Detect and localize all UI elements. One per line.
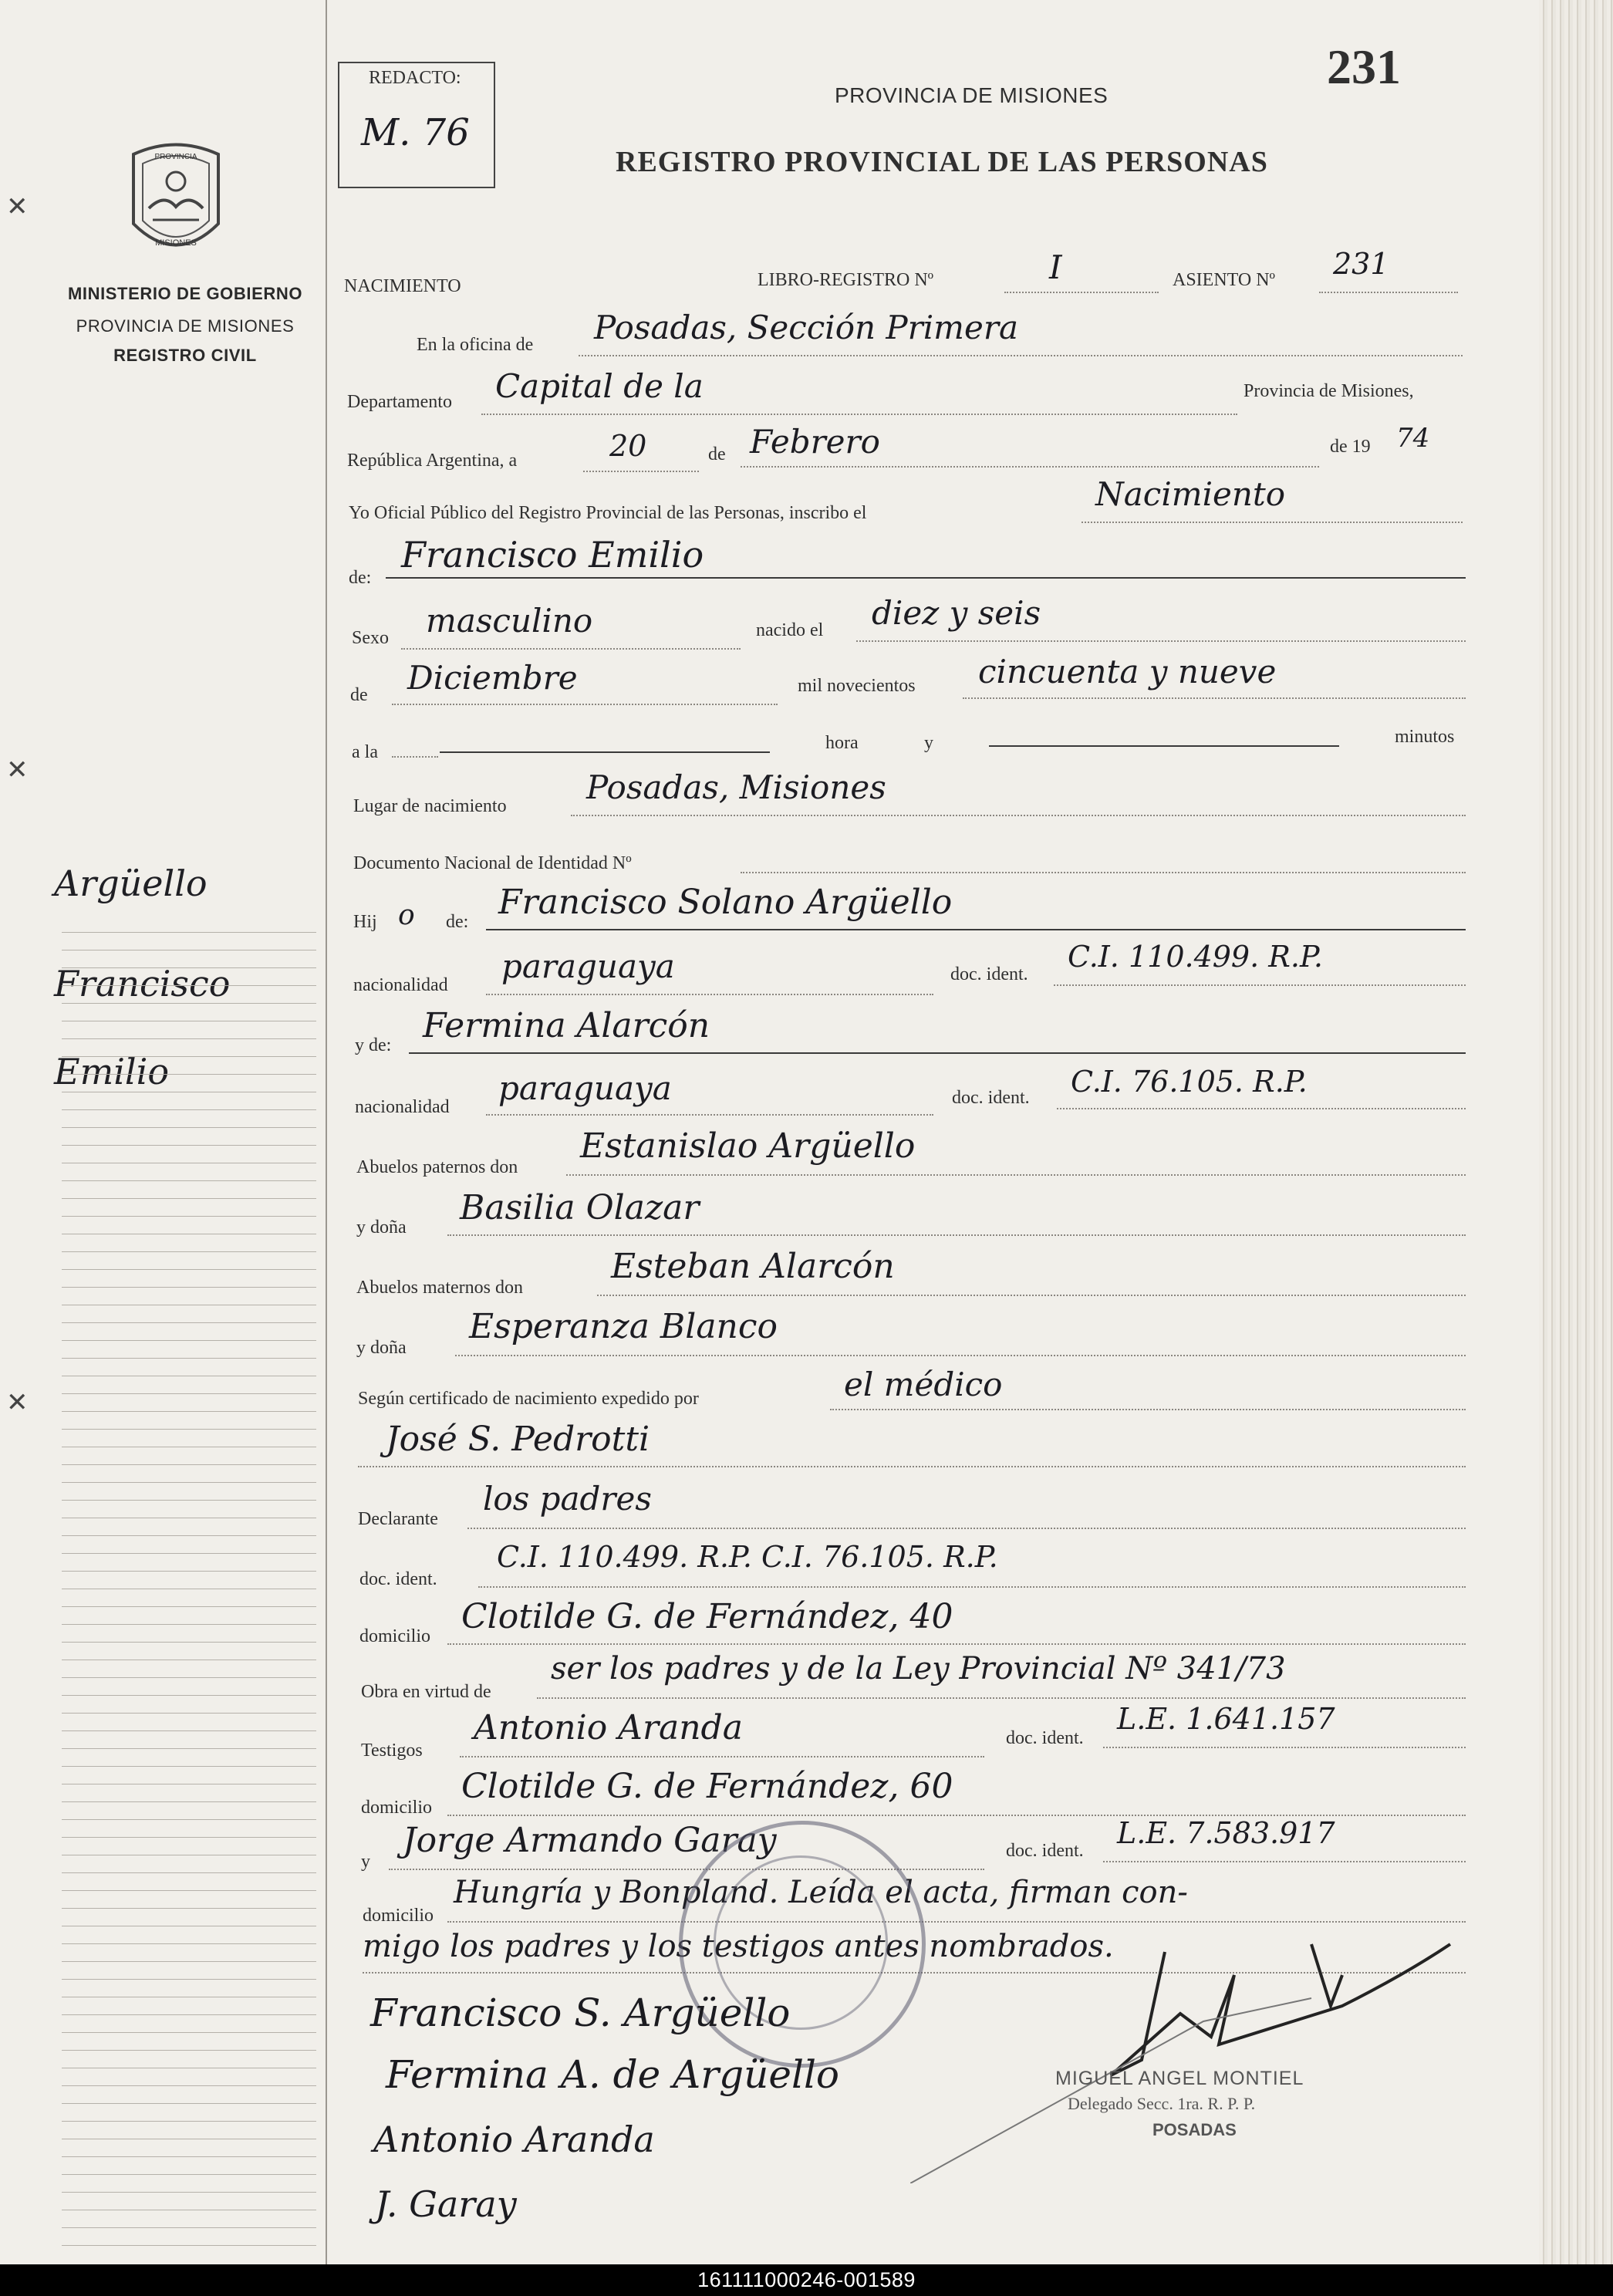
margin-ruled-line [62,1695,316,1696]
redacto-value: M. 76 [361,111,470,154]
binding-stitch-icon: ✕ [6,755,29,785]
margin-ruled-line [62,967,316,968]
official-signature-icon [910,1929,1466,2183]
abuelo-materno-line [597,1295,1466,1296]
binding-stitch-icon: ✕ [6,191,29,222]
dni-label: Documento Nacional de Identidad Nº [353,853,632,873]
margin-ruled-line [62,1340,316,1341]
libro-line [1004,292,1159,293]
ministry-heading: MINISTERIO DE GOBIERNO [67,284,303,303]
official-title: Delegado Secc. 1ra. R. P. P. [1068,2094,1256,2113]
declarante-label: Declarante [358,1509,438,1529]
margin-ruled-line [62,1961,316,1962]
doc-madre-value: C.I. 76.105. R.P. [1071,1065,1308,1099]
seal-top-text: PROVINCIA [154,153,197,161]
margin-ruled-line [62,985,316,986]
margin-ruled-line [62,1642,316,1643]
oficina-line [579,355,1463,356]
margin-ruled-line [62,1180,316,1181]
margin-ruled-line [62,1571,316,1572]
y-dona-paterna-label: y doña [356,1217,407,1237]
signature-father: Francisco S. Argüello [370,1990,791,2035]
nacido-value: diez y seis [872,594,1041,632]
anio-value: 74 [1396,423,1430,454]
domicilio-line [447,1643,1466,1645]
domicilio-label: domicilio [359,1626,430,1646]
hijo-suffix: o [398,900,415,931]
margin-ruled-line [62,2121,316,2122]
nacido-label: nacido el [756,620,824,640]
margin-ruled-line [62,2192,316,2193]
doc-padre-line [1054,984,1466,986]
margin-ruled-line [62,2156,316,2157]
margin-ruled-line [62,2050,316,2051]
page-edge-stack [1539,0,1613,2264]
segun-certificado-value: el médico [844,1366,1003,1403]
margin-ruled-line [62,1943,316,1944]
de-mes-label: de [350,685,368,705]
abuelos-maternos-label: Abuelos maternos don [356,1278,523,1298]
doc-padre-value: C.I. 110.499. R.P. [1068,940,1323,974]
yo-oficial-line [1082,522,1463,523]
margin-ruled-line [62,2014,316,2015]
testigos-label: Testigos [361,1741,423,1761]
doc-ident-declarante-label: doc. ident. [359,1569,437,1589]
y-dona-materna-label: y doña [356,1338,407,1358]
child-name-value: Francisco Emilio [401,534,704,576]
testigo1-line [460,1756,984,1757]
segun-certificado-label: Según certificado de nacimiento expedido por [358,1389,699,1409]
redacto-box [338,62,495,188]
hijo-label: Hij [353,912,377,932]
sexo-line [401,648,741,650]
margin-ruled-line [62,2174,316,2175]
margin-ruled-line [62,1908,316,1909]
departamento-value: Capital de la [495,367,704,405]
testigo2-domicilio-line [447,1921,1466,1923]
y-de-label: y de: [355,1035,392,1055]
margin-ruled-line [62,1393,316,1394]
child-name-line [386,577,1466,579]
nacionalidad-madre-value: paraguaya [498,1069,672,1107]
doc-ident-padre-label: doc. ident. [950,964,1028,984]
margin-ruled-line [62,1677,316,1678]
margin-ruled-line [62,1287,316,1288]
binding-stitch-icon: ✕ [6,1387,29,1418]
nacionalidad-padre-label: nacionalidad [353,975,448,995]
margin-ruled-line [62,1322,316,1323]
obra-line [537,1697,1466,1699]
testigo1-value: Antonio Aranda [474,1708,743,1747]
margin-ruled-line [62,1606,316,1607]
margin-ruled-line [62,1748,316,1749]
redacto-label: REDACTO: [369,68,461,88]
civil-registry-heading: REGISTRO CIVIL [113,346,257,365]
mes-value: Febrero [750,423,880,461]
padre-line [486,929,1466,930]
testigo1-doc-value: L.E. 1.641.157 [1117,1702,1335,1736]
margin-ruled-line [62,2227,316,2228]
signature-witness2: J. Garay [375,2183,517,2225]
anio-nacimiento-value: cincuenta y nueve [978,653,1277,690]
asiento-value: 231 [1333,247,1389,281]
abuela-paterna-line [447,1234,1466,1236]
medico-line [358,1466,1466,1467]
nacionalidad-padre-value: paraguaya [501,947,675,985]
testigo1-domicilio-value: Clotilde G. de Fernández, 60 [461,1767,953,1806]
margin-ruled-line [62,1109,316,1110]
nacimiento-label: NACIMIENTO [344,276,461,296]
doc-ident-testigo1-label: doc. ident. [1006,1728,1084,1748]
margin-ruled-line [62,1269,316,1270]
margin-ruled-line [62,1482,316,1483]
doc-ident-madre-label: doc. ident. [952,1088,1030,1108]
margin-ruled-line [62,1411,316,1412]
sexo-value: masculino [426,602,593,640]
declarante-value: los padres [483,1480,652,1518]
doc-declarante-value: C.I. 110.499. R.P. C.I. 76.105. R.P. [497,1540,998,1574]
republica-label: República Argentina, a [347,451,518,471]
barcode-bar [0,2264,1613,2296]
margin-given-name-1: Francisco [54,963,231,1004]
margin-ruled-line [62,932,316,933]
margin-ruled-line [62,1766,316,1767]
asiento-line [1319,292,1458,293]
dni-line [741,872,1466,873]
abuelo-materno-value: Esteban Alarcón [611,1247,895,1286]
margin-given-name-2: Emilio [54,1051,170,1092]
registry-title: REGISTRO PROVINCIAL DE LAS PERSONAS [616,146,1268,178]
declarante-line [467,1528,1466,1529]
mes-nacimiento-value: Diciembre [407,659,578,697]
hora-dots-left [392,756,438,758]
margin-ruled-line [62,1890,316,1891]
departamento-label: Departamento [347,392,452,412]
a-la-label: a la [352,742,378,762]
anio-nacimiento-line [963,697,1466,699]
lugar-label: Lugar de nacimiento [353,796,507,816]
departamento-line [481,414,1237,415]
margin-ruled-line [62,1074,316,1075]
domicilio-testigo1-label: domicilio [361,1798,432,1818]
libro-label: LIBRO-REGISTRO Nº [758,270,934,290]
signature-mother: Fermina A. de Argüello [386,2052,840,2097]
nacionalidad-madre-line [486,1114,933,1116]
testigo2-value: Jorge Armando Garay [403,1821,777,1860]
margin-ruled-line [62,1127,316,1128]
minutos-label: minutos [1395,727,1455,747]
segun-certificado-line [830,1409,1466,1410]
abuelo-paterno-line [566,1174,1466,1176]
medico-value: José S. Pedrotti [386,1420,650,1459]
abuela-materna-value: Esperanza Blanco [469,1307,778,1346]
margin-ruled-line [62,1730,316,1731]
official-city: POSADAS [1152,2120,1237,2139]
margin-ruled-line [62,2245,316,2246]
y-testigo2-label: y [361,1852,370,1872]
provincia-label: Provincia de Misiones, [1243,381,1414,401]
domicilio-value: Clotilde G. de Fernández, 40 [461,1597,953,1636]
de-label: de [708,444,726,464]
signature-witness1: Antonio Aranda [373,2119,655,2160]
asiento-label: ASIENTO Nº [1173,270,1275,290]
doc-declarante-line [478,1586,1466,1588]
minutos-line [989,745,1339,747]
obra-value: ser los padres y de la Ley Provincial Nº 341/73 [551,1651,1286,1687]
madre-line [409,1052,1466,1054]
nacido-line [856,640,1466,642]
margin-ruled-line [62,1979,316,1980]
margin-surname: Argüello [54,863,208,904]
libro-value: I [1049,248,1062,286]
margin-ruled-line [62,2103,316,2104]
margin-column [0,0,327,2264]
nacionalidad-padre-line [486,994,933,995]
testigo2-doc-line [1103,1861,1466,1862]
lugar-line [571,815,1466,816]
obra-label: Obra en virtud de [361,1682,491,1702]
margin-ruled-line [62,1145,316,1146]
margin-ruled-line [62,1819,316,1820]
dia-value: 20 [609,429,647,463]
abuela-materna-line [455,1355,1466,1356]
province-title: PROVINCIA DE MISIONES [835,83,1109,107]
margin-ruled-line [62,1464,316,1465]
margin-ruled-line [62,1535,316,1536]
y-label: y [924,733,933,753]
de19-label: de 19 [1330,437,1371,457]
hijo-de-label: de: [446,912,469,932]
abuelo-paterno-value: Estanislao Argüello [580,1126,916,1166]
official-name: MIGUEL ANGEL MONTIEL [1055,2068,1304,2089]
margin-ruled-line [62,2085,316,2086]
margin-ruled-line [62,1713,316,1714]
margin-ruled-line [62,1198,316,1199]
seal-bottom-text: MISIONES [155,238,197,248]
margin-ruled-line [62,1038,316,1039]
margin-ruled-line [62,1553,316,1554]
testigo2-domicilio-value: Hungría y Bonpland. Leída el acta, firman con- [454,1875,1188,1910]
oficina-value: Posadas, Sección Primera [594,309,1018,346]
barcode-text: 161111000246-001589 [697,2268,916,2291]
abuelos-paternos-label: Abuelos paternos don [356,1157,518,1177]
margin-ruled-line [62,1837,316,1838]
yo-oficial-value: Nacimiento [1095,475,1286,513]
hora-label: hora [825,733,859,753]
sexo-label: Sexo [352,628,389,648]
folio-number: 231 [1327,39,1401,94]
lugar-value: Posadas, Misiones [586,768,886,806]
nacionalidad-madre-label: nacionalidad [355,1097,450,1117]
province-heading: PROVINCIA DE MISIONES [76,316,295,336]
de-name-label: de: [349,568,372,588]
padre-value: Francisco Solano Argüello [498,883,953,922]
closing-value: migo los padres y los testigos antes nombrados. [363,1929,1114,1964]
margin-ruled-line [62,1429,316,1430]
margin-ruled-line [62,1003,316,1004]
margin-ruled-line [62,2032,316,2033]
mes-line [741,466,1319,468]
abuela-paterna-value: Basilia Olazar [460,1188,700,1227]
margin-ruled-line [62,1500,316,1501]
mes-nacimiento-line [392,704,778,705]
dia-line [583,471,699,472]
province-seal-icon [126,139,226,262]
oficina-label: En la oficina de [417,335,534,355]
yo-oficial-label: Yo Oficial Público del Registro Provincial de las Personas, inscribo el [349,503,867,523]
margin-ruled-line [62,1358,316,1359]
testigo1-doc-line [1103,1747,1466,1748]
margin-ruled-line [62,1216,316,1217]
domicilio-testigo2-label: domicilio [363,1906,434,1926]
margin-ruled-line [62,1872,316,1873]
hora-line [440,751,770,753]
testigo2-doc-value: L.E. 7.583.917 [1117,1816,1335,1850]
margin-ruled-line [62,1251,316,1252]
margin-ruled-line [62,1801,316,1802]
doc-madre-line [1057,1108,1466,1109]
madre-value: Fermina Alarcón [423,1006,710,1045]
mil-label: mil novecientos [798,676,916,696]
margin-ruled-line [62,1056,316,1057]
doc-ident-testigo2-label: doc. ident. [1006,1841,1084,1861]
margin-ruled-line [62,1624,316,1625]
